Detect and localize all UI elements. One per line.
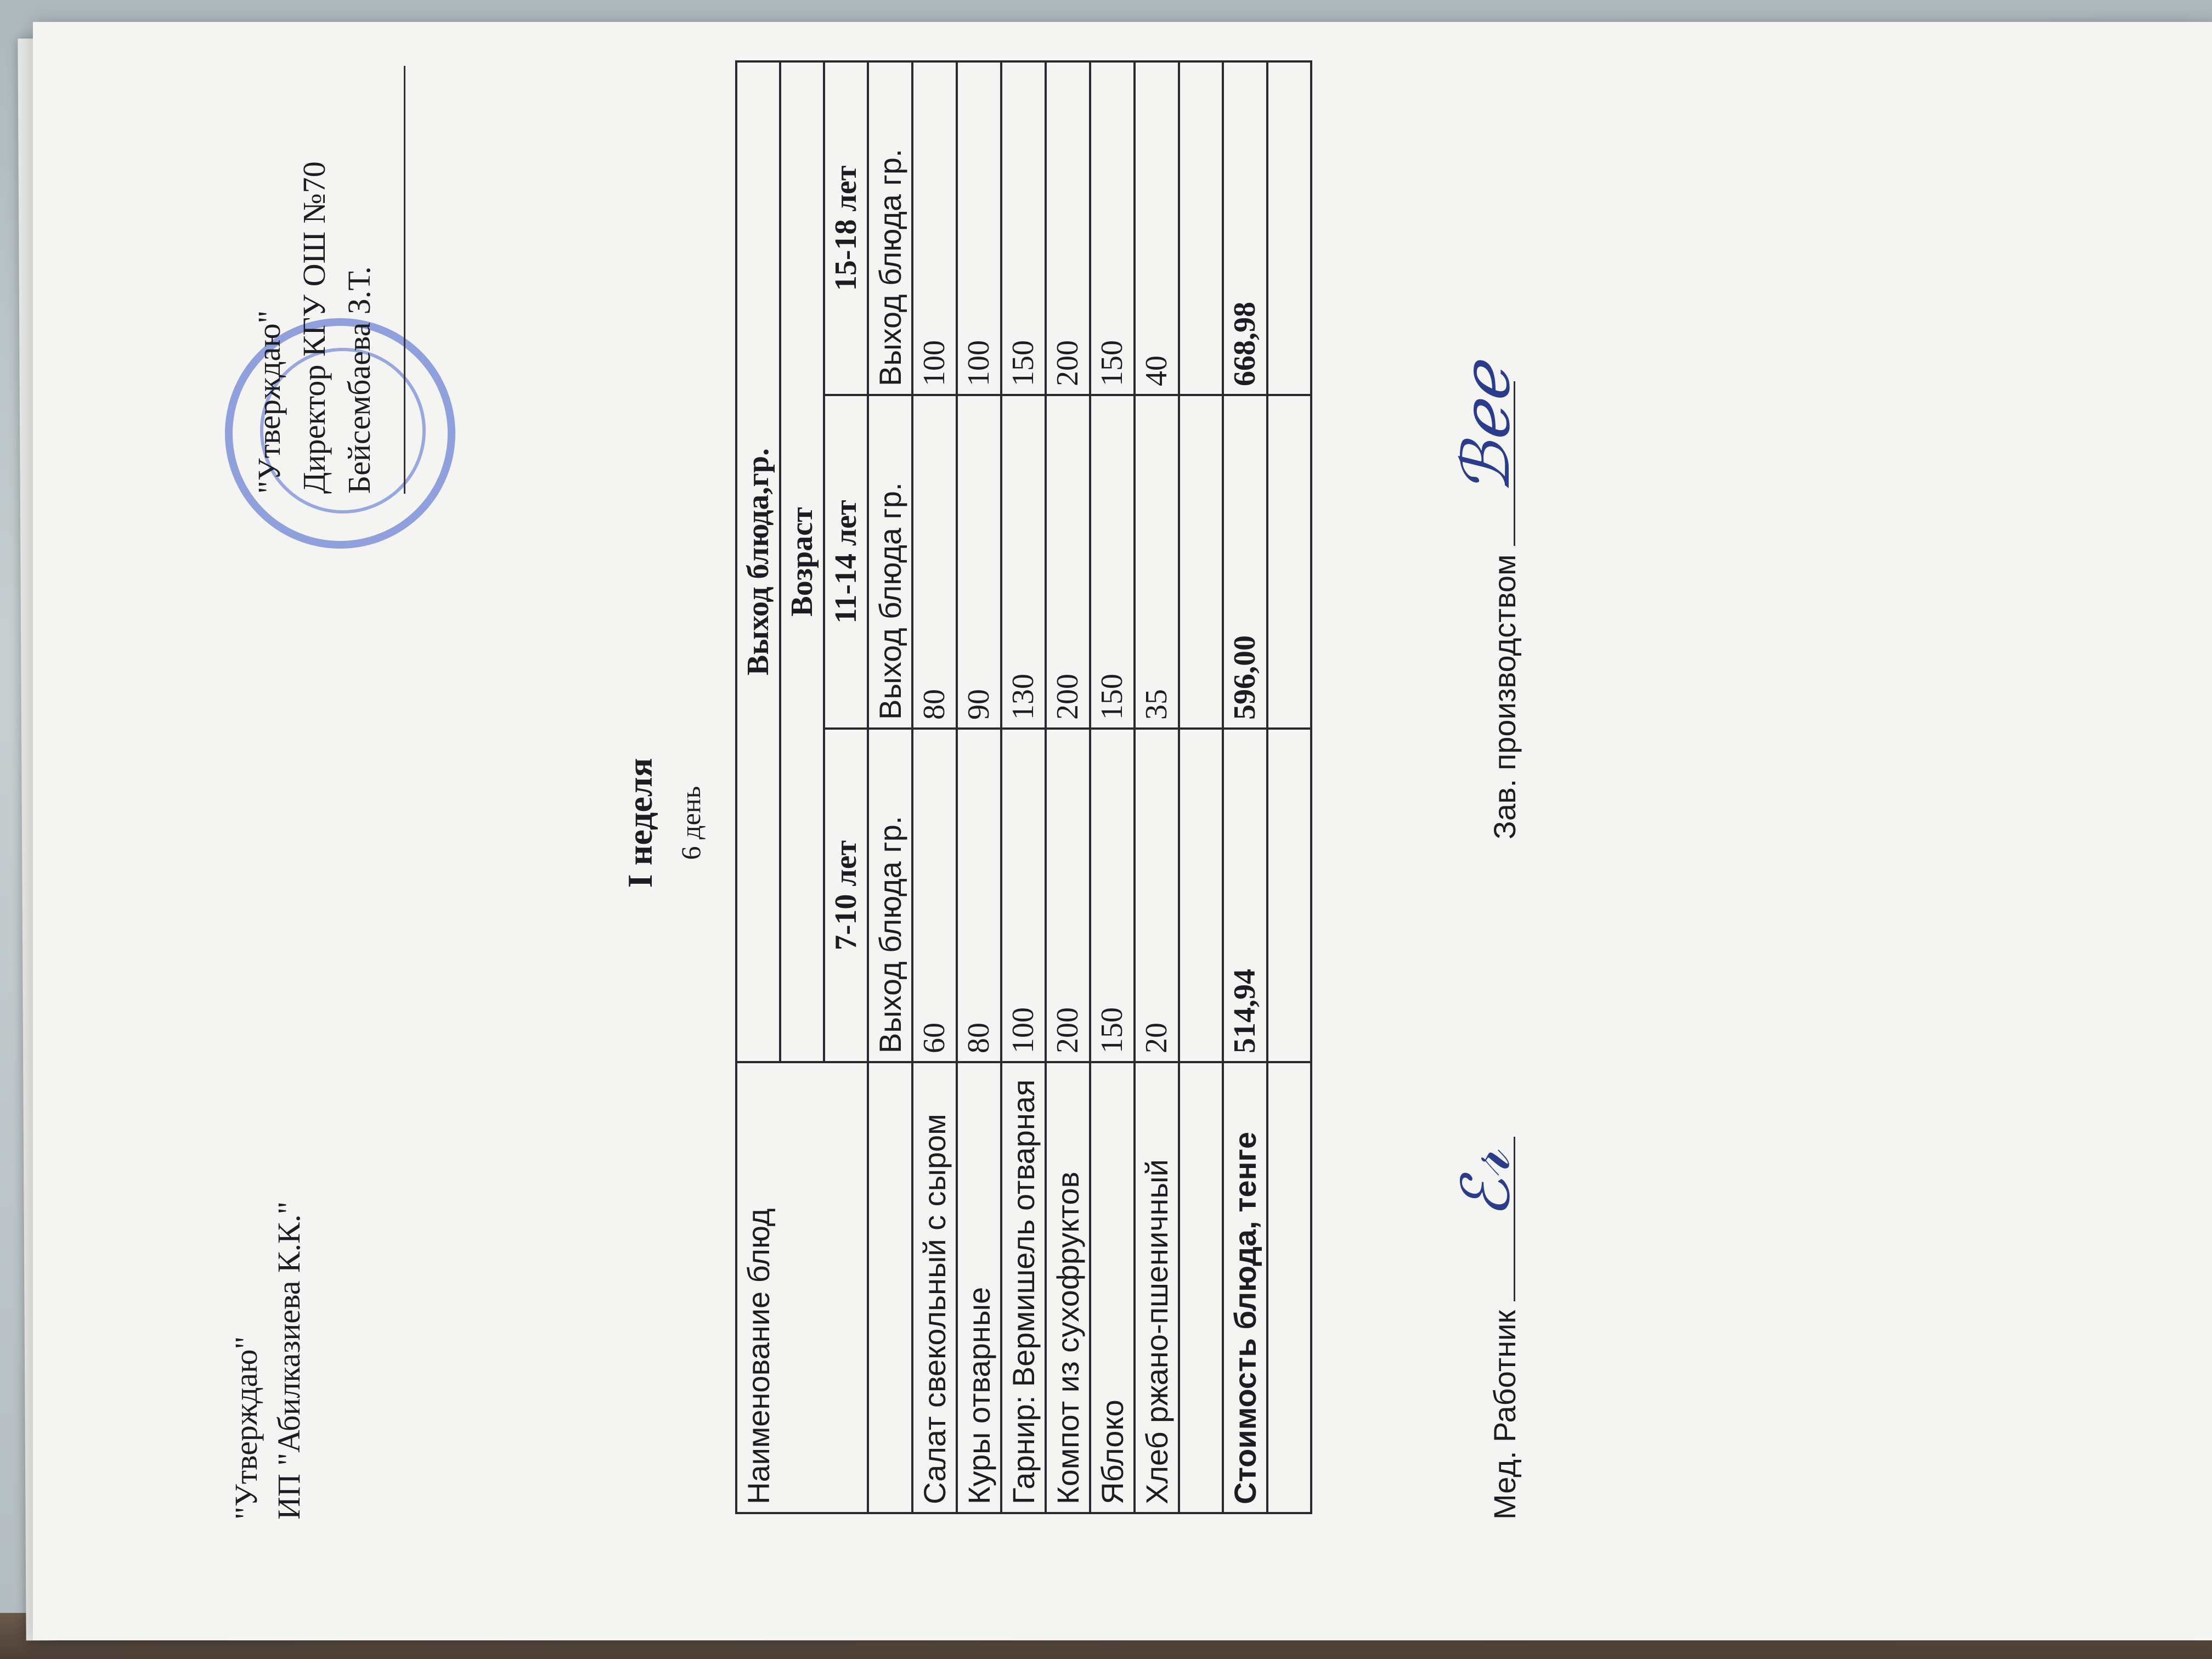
- signature-med-label: Мед. Работник: [1487, 1310, 1522, 1520]
- empty-cell: [1179, 61, 1223, 395]
- empty-cell: [1267, 729, 1311, 1062]
- value-15-18: 100: [912, 61, 957, 395]
- value-15-18: 40: [1135, 61, 1179, 395]
- approval-left: [225, 1201, 311, 1520]
- empty-cell: [1267, 61, 1311, 395]
- value-7-10: 80: [957, 729, 1001, 1062]
- value-7-10: 200: [1046, 729, 1090, 1062]
- header-age-2: 11-14 лет: [824, 395, 868, 729]
- value-11-14: 150: [1090, 395, 1135, 729]
- header-row-1: [736, 61, 780, 1513]
- dish-name: Гарнир: Вермишель отварная: [1001, 1062, 1046, 1513]
- approval-left-line1: "Утверждаю": [228, 1336, 264, 1520]
- total-15-18: 668,98: [1223, 61, 1267, 395]
- signature-zav-label: Зав. производством: [1487, 554, 1522, 839]
- approval-right-underline: [382, 66, 405, 494]
- table-row: [912, 61, 957, 1513]
- subheader-empty: [868, 1062, 912, 1513]
- approval-left-line2: ИП "Абилказиева К.К.": [271, 1201, 307, 1520]
- menu-table: [735, 60, 1312, 1514]
- page-subtitle: 6 день: [675, 786, 706, 860]
- dish-name: Салат свекольный с сыром: [912, 1062, 957, 1513]
- value-15-18: 150: [1001, 61, 1046, 395]
- dish-name: Компот из сухофруктов: [1046, 1062, 1090, 1513]
- dish-name: Куры отварные: [957, 1062, 1001, 1513]
- header-age: Возраст: [780, 61, 824, 1062]
- value-11-14: 90: [957, 395, 1001, 729]
- approval-right-line2: Директор КГУ ОШ №70: [296, 161, 332, 494]
- value-11-14: 80: [912, 395, 957, 729]
- empty-cell: [1267, 395, 1311, 729]
- table-row: [1046, 61, 1090, 1513]
- header-dish-name: Наименование блюд: [736, 1062, 868, 1513]
- subheader-2: Выход блюда гр.: [868, 395, 912, 729]
- empty-cell: [1267, 1062, 1311, 1513]
- header-age-3: 15-18 лет: [824, 61, 868, 395]
- value-7-10: 60: [912, 729, 957, 1062]
- total-11-14: 596,00: [1223, 395, 1267, 729]
- approval-right-line3: Бейсембаева З.Т.: [341, 266, 377, 494]
- page-title: I неделя: [620, 758, 659, 888]
- table-row: [957, 61, 1001, 1513]
- table-row: [1135, 61, 1179, 1513]
- subheader-3: Выход блюда гр.: [868, 61, 912, 395]
- document: [44, 27, 1525, 1618]
- handwritten-signature-med: ℰ𝓇: [1448, 1150, 1525, 1218]
- approval-right-line1: "Утверждаю": [251, 310, 287, 494]
- dish-name: Яблоко: [1090, 1062, 1135, 1513]
- empty-row: [1179, 61, 1223, 1513]
- approval-right: [247, 66, 405, 494]
- value-15-18: 200: [1046, 61, 1090, 395]
- table-row: [1001, 61, 1046, 1513]
- table-row: [1090, 61, 1135, 1513]
- header-output: Выход блюда,гр.: [736, 61, 780, 1062]
- value-15-18: 100: [957, 61, 1001, 395]
- value-7-10: 20: [1135, 729, 1179, 1062]
- empty-cell: [1179, 395, 1223, 729]
- empty-cell: [1179, 1062, 1223, 1513]
- value-7-10: 100: [1001, 729, 1046, 1062]
- empty-row: [1267, 61, 1311, 1513]
- value-11-14: 35: [1135, 395, 1179, 729]
- handwritten-signature-zav: ℬℯℯ: [1448, 364, 1525, 494]
- value-11-14: 200: [1046, 395, 1090, 729]
- empty-cell: [1179, 729, 1223, 1062]
- subheader-1: Выход блюда гр.: [868, 729, 912, 1062]
- value-7-10: 150: [1090, 729, 1135, 1062]
- dish-name: Хлеб ржано-пшеничный: [1135, 1062, 1179, 1513]
- total-row: [1223, 61, 1267, 1513]
- total-7-10: 514,94: [1223, 729, 1267, 1062]
- subheader-row: [868, 61, 912, 1513]
- total-label: Стоимость блюда, тенге: [1223, 1062, 1267, 1513]
- value-15-18: 150: [1090, 61, 1135, 395]
- header-age-1: 7-10 лет: [824, 729, 868, 1062]
- value-11-14: 130: [1001, 395, 1046, 729]
